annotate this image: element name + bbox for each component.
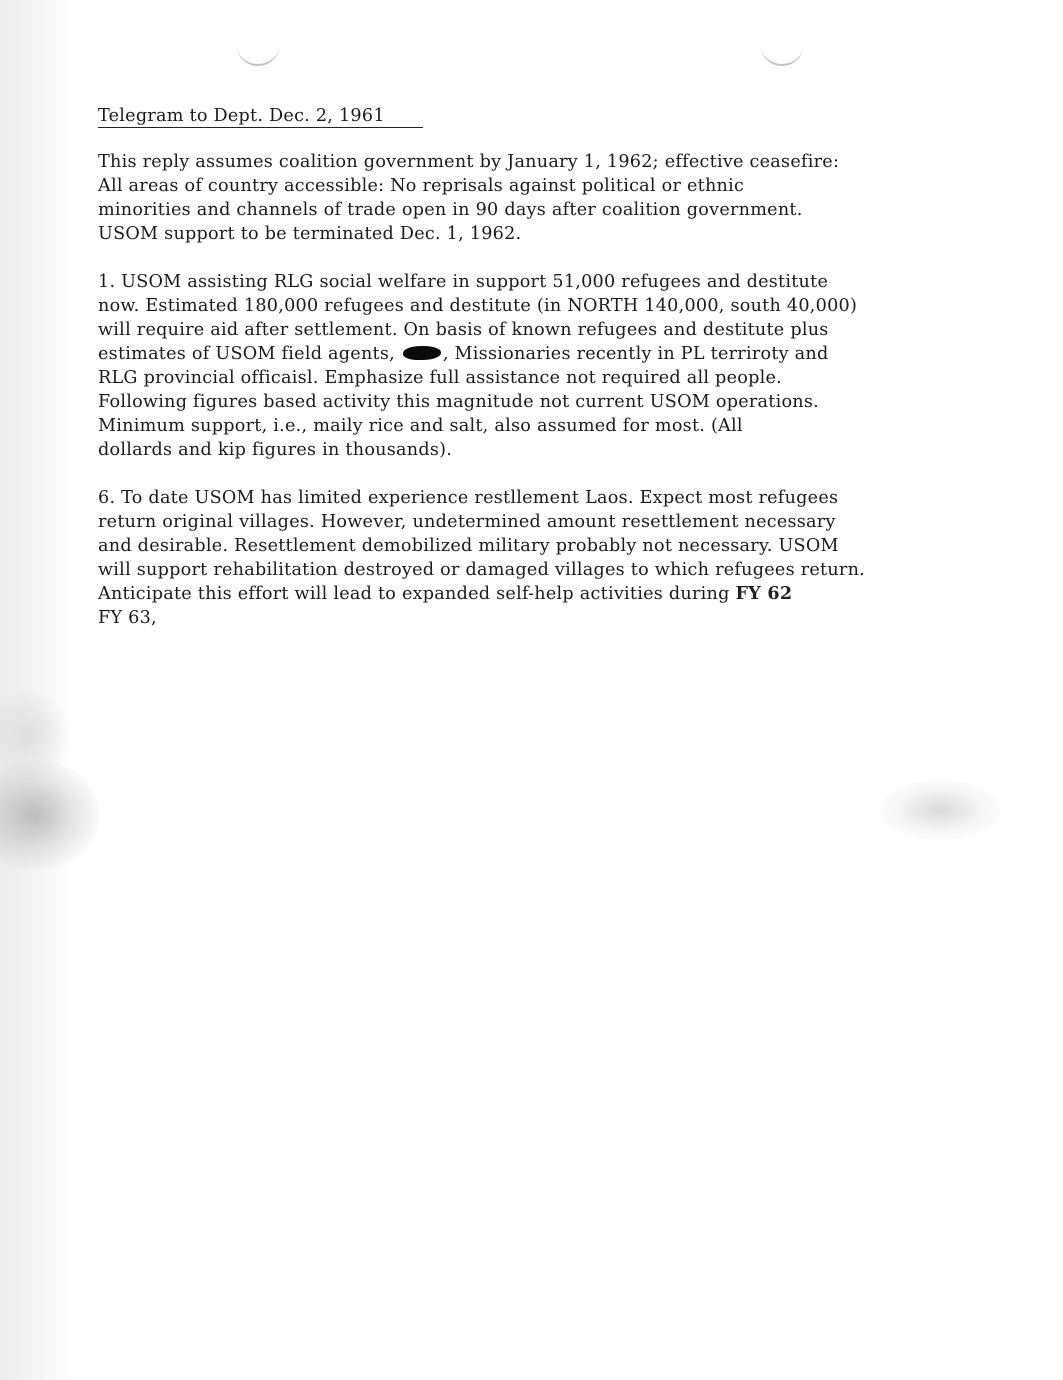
- text-fragment: estimates of USOM field agents,: [98, 344, 401, 364]
- redaction-mark: [403, 346, 441, 360]
- text-line: dollards and kip figures in thousands).: [98, 440, 453, 460]
- scan-edge-shadow: [0, 0, 70, 1380]
- text-line: minorities and channels of trade open in 90 days after coalition government.: [98, 200, 803, 220]
- document-heading: Telegram to Dept. Dec. 2, 1961: [98, 105, 423, 128]
- text-fragment: , Missionaries recently in PL terriroty and: [442, 344, 829, 364]
- text-line: 6. To date USOM has limited experience restllement Laos. Expect most refugees: [98, 488, 839, 508]
- text-line: return original villages. However, undetermined amount resettlement necessary: [98, 512, 836, 532]
- text-line: FY 63,: [98, 608, 157, 628]
- text-line: will require aid after settlement. On basis of known refugees and destitute plus: [98, 320, 829, 340]
- telegram-text: [98, 104, 988, 654]
- text-line: [98, 582, 988, 606]
- text-line: This reply assumes coalition government by January 1, 1962; effective ceasefire:: [98, 152, 840, 172]
- punch-hole-mark-left: [236, 34, 280, 66]
- text-line: All areas of country accessible: No reprisals against political or ethnic: [98, 176, 745, 196]
- text-line: will support rehabilitation destroyed or damaged villages to which refugees return.: [98, 560, 866, 580]
- smudge-mark: [880, 780, 1000, 840]
- text-line: now. Estimated 180,000 refugees and destitute (in NORTH 140,000, south 40,000): [98, 296, 858, 316]
- text-fragment: Anticipate this effort will lead to expanded self-help activities during: [98, 584, 736, 604]
- struck-out-text: FY 62: [735, 583, 793, 604]
- text-line: Minimum support, i.e., maily rice and salt, also assumed for most. (All: [98, 416, 743, 436]
- text-line: and desirable. Resettlement demobilized military probably not necessary. USOM: [98, 536, 839, 556]
- text-line: USOM support to be terminated Dec. 1, 1962.: [98, 224, 522, 244]
- punch-hole-mark-right: [760, 34, 804, 66]
- text-line: [98, 342, 988, 366]
- text-line: RLG provincial officaisl. Emphasize full assistance not required all people.: [98, 368, 782, 388]
- text-line: 1. USOM assisting RLG social welfare in support 51,000 refugees and destitute: [98, 272, 829, 292]
- section-6-paragraph: [98, 486, 988, 630]
- section-1-paragraph: [98, 270, 988, 462]
- intro-paragraph: [98, 150, 988, 246]
- text-line: Following figures based activity this magnitude not current USOM operations.: [98, 392, 820, 412]
